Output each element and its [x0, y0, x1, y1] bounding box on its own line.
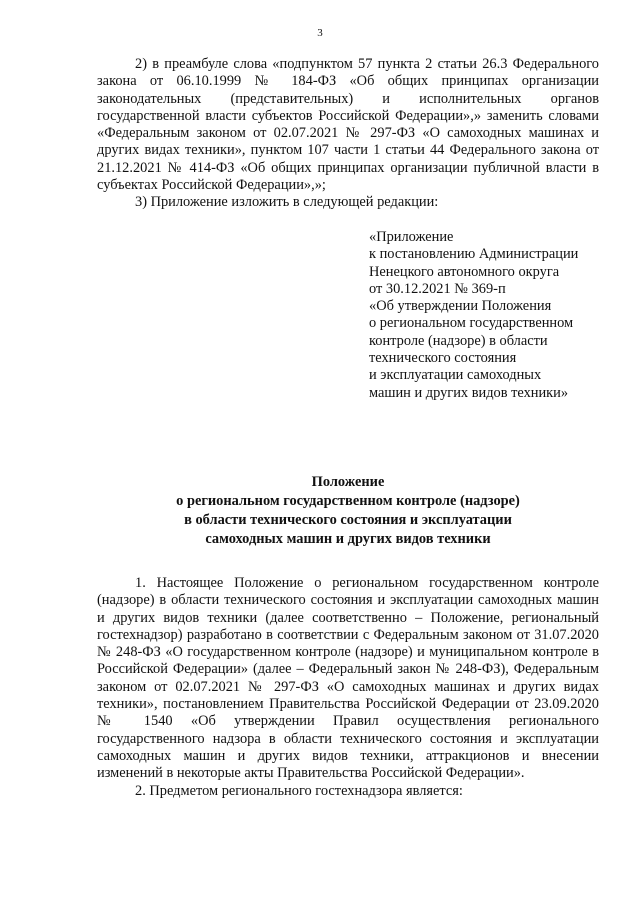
amendments-section	[97, 56, 599, 212]
appendix-header-block	[369, 229, 609, 402]
appendix-line: о региональном государственном	[369, 315, 574, 332]
appendix-line: от 30.12.2021 № 369-п	[369, 280, 506, 297]
title-line: о региональном государственном контроле (надзоре)	[176, 493, 520, 509]
page-number: 3	[317, 27, 323, 39]
clause-2: 2. Предметом регионального гостехнадзора является:	[135, 782, 463, 799]
title-line: Положение	[311, 474, 385, 490]
clause-1: 1. Настоящее Положение о региональном государственном контроле (надзоре) в области технического состояния и эксплуатации самоходных машин и других видов техники (далее соответственно – Положение, региональный гостехнадзор) разработано в соответствии с Федеральным законом от 31.07.2020 № 248-ФЗ «О государственном контроле (надзоре) и муниципальном контроле в Российской Федерации» (далее – Федеральный закон № 248-ФЗ), Федеральным законом от 02.07.2021 № 297-ФЗ «О самоходных машинах и других видах техники», постановлением Правительства Российской Федерации от 23.09.2020 № 1540 «Об утверждении Правил осуществления регионального государственного надзора в области технического состояния и эксплуатации самоходных машин и других видов техники, аттракционов и внесении изменений в некоторые акты Правительства Российской Федерации».	[97, 575, 599, 782]
amendment-item-3: 3) Приложение изложить в следующей редакции:	[135, 194, 439, 211]
regulation-title	[97, 473, 599, 549]
appendix-line: контроле (надзоре) в области	[369, 332, 548, 349]
appendix-line: Ненецкого автономного округа	[369, 263, 560, 280]
amendment-item-2: 2) в преамбуле слова «подпунктом 57 пункта 2 статьи 26.3 Федерального закона от 06.10.1999 № 184-ФЗ «Об общих принципах организации законодательных (представительных) и исполнительных органов государственной власти субъектов Российской Федерации»,» заменить словами «Федеральным законом от 02.07.2021 № 297-ФЗ «О самоходных машинах и других видах техники», пунктом 107 части 1 статьи 44 Федерального закона от 21.12.2021 № 414-ФЗ «Об общих принципах организации публичной власти в субъектах Российской Федерации»,»;	[97, 56, 599, 194]
appendix-line: к постановлению Администрации	[369, 246, 579, 263]
appendix-line: «Об утверждении Положения	[369, 298, 552, 315]
title-line: в области технического состояния и эксплуатации	[184, 512, 512, 528]
appendix-line: «Приложение	[369, 229, 454, 245]
appendix-line: и эксплуатации самоходных	[369, 367, 542, 384]
clauses-section	[97, 575, 599, 800]
title-line: самоходных машин и других видов техники	[205, 531, 491, 547]
appendix-line: машин и других видов техники»	[369, 384, 569, 401]
appendix-line: технического состояния	[369, 350, 517, 367]
